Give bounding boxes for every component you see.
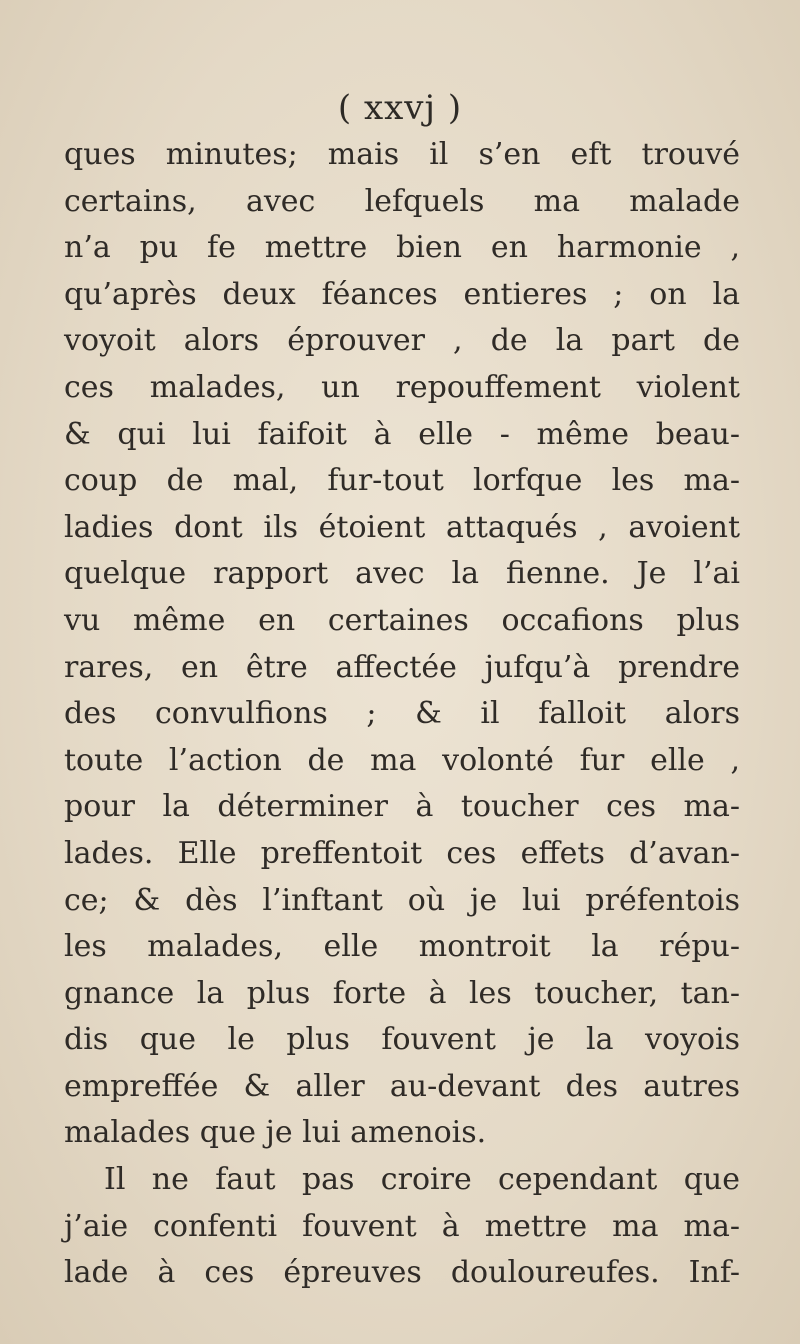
text-line: coup de mal, fur-tout lorfque les ma-: [64, 463, 740, 499]
text-line: quelque rapport avec la fienne. Je l’ai: [64, 556, 740, 592]
text-line: toute l’action de ma volonté fur elle ,: [64, 742, 740, 778]
text-line: voyoit alors éprouver , de la part de: [64, 323, 740, 359]
text-line: certains, avec lefquels ma malade: [64, 183, 740, 219]
text-line: les malades, elle montroit la répu-: [64, 929, 740, 965]
text-line: empreffée & aller au-devant des autres: [64, 1068, 740, 1104]
body-text: [64, 132, 740, 1297]
text-line: n’a pu fe mettre bien en harmonie ,: [64, 230, 740, 266]
text-line: malades que je lui amenois.: [64, 1115, 487, 1151]
text-line: pour la déterminer à toucher ces ma-: [64, 789, 740, 825]
text-line: ladies dont ils étoient attaqués , avoient: [64, 509, 740, 545]
text-line: rares, en être affectée jufqu’à prendre: [64, 649, 740, 685]
text-line: vu même en certaines occafions plus: [64, 602, 740, 638]
text-line: lades. Elle preffentoit ces effets d’avan-: [64, 835, 740, 871]
page-header: ( xxvj ): [337, 88, 463, 128]
text-line: gnance la plus forte à les toucher, tan-: [64, 975, 740, 1011]
text-line: ce; & dès l’inftant où je lui préfentois: [64, 882, 740, 918]
text-line: lade à ces épreuves douloureufes. Inf-: [64, 1255, 740, 1291]
text-line: dis que le plus fouvent je la voyois: [64, 1022, 740, 1058]
text-line: & qui lui faifoit à elle - même beau-: [64, 416, 740, 452]
text-line: ques minutes; mais il s’en eft trouvé: [64, 137, 740, 172]
text-line: j’aie confenti fouvent à mettre ma ma-: [64, 1208, 740, 1244]
text-line: ces malades, un repouffement violent: [64, 369, 740, 405]
text-line: qu’après deux féances entieres ; on la: [64, 276, 740, 312]
text-line: Il ne faut pas croire cependant que: [104, 1162, 740, 1198]
text-line: des convulfions ; & il falloit alors: [64, 696, 740, 732]
